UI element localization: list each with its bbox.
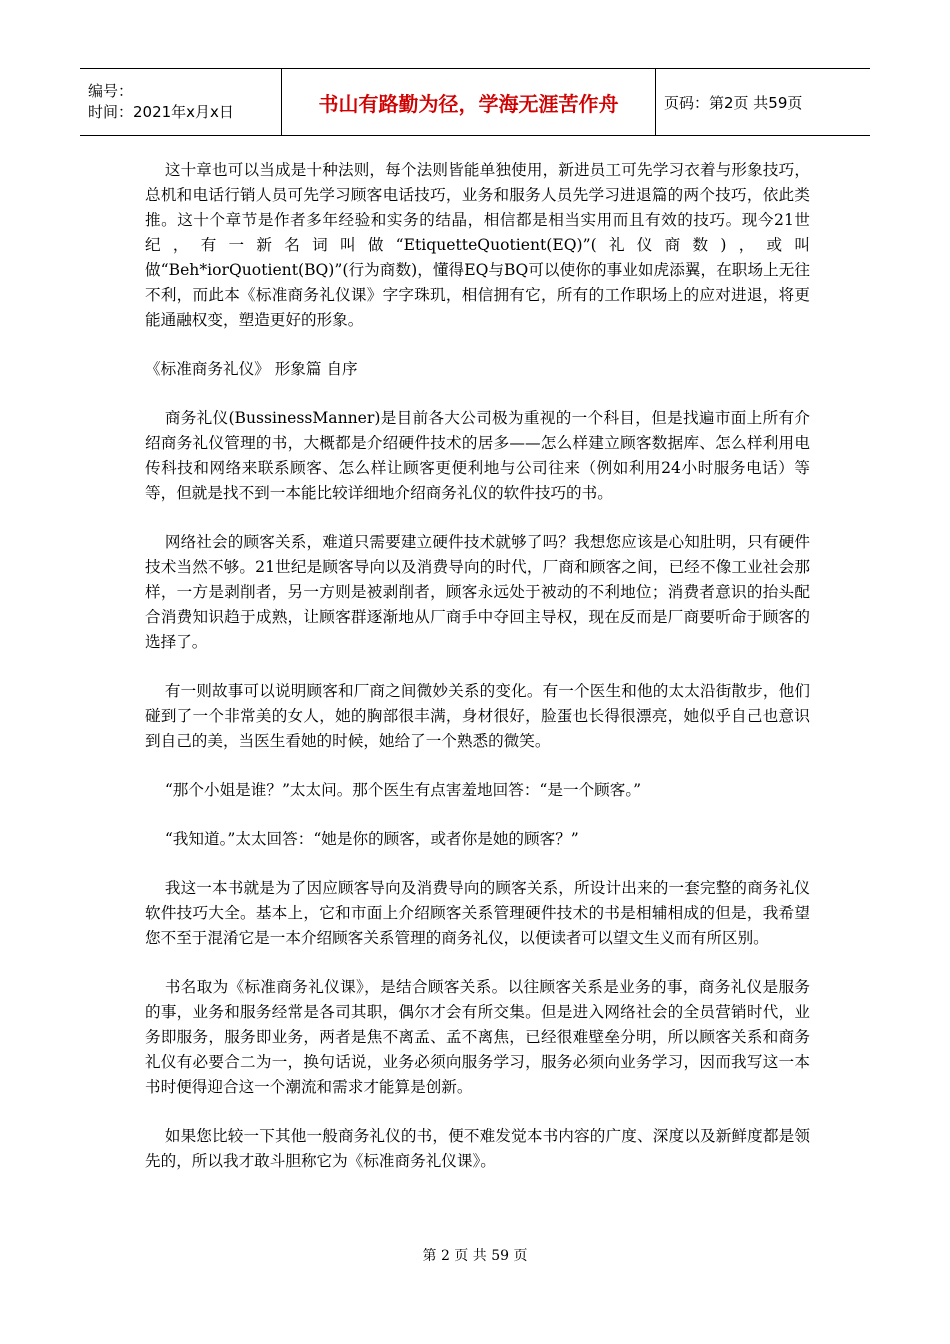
time-label: 时间：2021年x月x日: [88, 103, 234, 121]
section-title: 《标准商务礼仪》 形象篇 自序: [145, 360, 358, 378]
page-header: [80, 68, 870, 136]
header-info-cell: [80, 69, 282, 135]
paragraph: 如果您比较一下其他一般商务礼仪的书，便不难发觉本书内容的广度、深度以及新鲜度都是领先的，所以我才敢斗胆称它为《标准商务礼仪课》。: [145, 1127, 810, 1170]
header-motto: 书山有路勤为径，学海无涯苦作舟: [282, 69, 656, 135]
dialogue-line: “我知道。”太太回答：“她是你的顾客，或者你是她的顾客？”: [164, 830, 579, 848]
header-page-label: 页码：第2页 共59页: [664, 93, 803, 112]
paragraph: 网络社会的顾客关系，难道只需要建立硬件技术就够了吗？我想您应该是心知肚明，只有硬件技术当然不够。21世纪是顾客导向以及消费导向的时代，厂商和顾客之间，已经不像工业社会那样，一方是剥削者，另一方则是被剥削者，顾客永远处于被动的不利地位；消费者意识的抬头配合消费知识趋于成熟，让顾客群逐渐地从厂商手中夺回主导权，现在反而是厂商要听命于顾客的选择了。: [145, 533, 810, 651]
paragraph: 商务礼仪(BussinessManner)是目前各大公司极为重视的一个科目，但是找遍市面上所有介绍商务礼仪管理的书，大概都是介绍硬件技术的居多——怎么样建立顾客数据库、怎么样利用电传科技和网络来联系顾客、怎么样让顾客更便利地与公司往来（例如利用24小时服务电话）等等，但就是找不到一本能比较详细地介绍商务礼仪的软件技巧的书。: [145, 409, 810, 502]
page-footer: 第 2 页 共 59 页: [422, 1248, 528, 1264]
doc-number-label: 编号：: [88, 82, 134, 100]
document-body: [145, 158, 810, 1198]
paragraph: 书名取为《标准商务礼仪课》，是结合顾客关系。以往顾客关系是业务的事，商务礼仪是服务的事，业务和服务经常是各司其职，偶尔才会有所交集。但是进入网络社会的全员营销时代，业务即服务，服务即业务，两者是焦不离孟、孟不离焦，已经很难壁垒分明，所以顾客关系和商务礼仪有必要合二为一，换句话说，业务必须向服务学习，服务必须向业务学习，因而我写这一本书时便得迎合这一个潮流和需求才能算是创新。: [145, 978, 810, 1096]
paragraph: 有一则故事可以说明顾客和厂商之间微妙关系的变化。有一个医生和他的太太沿街散步，他们碰到了一个非常美的女人，她的胸部很丰满，身材很好，脸蛋也长得很漂亮，她似乎自己也意识到自己的美，当医生看她的时候，她给了一个熟悉的微笑。: [145, 682, 810, 750]
paragraph: 我这一本书就是为了因应顾客导向及消费导向的顾客关系，所设计出来的一套完整的商务礼仪软件技巧大全。基本上，它和市面上介绍顾客关系管理硬件技术的书是相辅相成的但是，我希望您不至于混淆它是一本介绍顾客关系管理的商务礼仪，以便读者可以望文生义而有所区别。: [145, 879, 810, 947]
dialogue-line: “那个小姐是谁？”太太问。那个医生有点害羞地回答：“是一个顾客。”: [164, 781, 642, 799]
paragraph: 这十章也可以当成是十种法则，每个法则皆能单独使用，新进员工可先学习衣着与形象技巧，总机和电话行销人员可先学习顾客电话技巧，业务和服务人员先学习进退篇的两个技巧，依此类推。这十个章节是作者多年经验和实务的结晶，相信都是相当实用而且有效的技巧。现今21世纪，有一新名词叫做“EtiquetteQuotient(EQ)”(礼仪商数)，或叫做“Beh*iorQuotient(BQ)”(行为商数)，懂得EQ与BQ可以使你的事业如虎添翼，在职场上无往不利，而此本《标准商务礼仪课》字字珠玑，相信拥有它，所有的工作职场上的应对进退，将更能通融权变，塑造更好的形象。: [145, 161, 810, 329]
